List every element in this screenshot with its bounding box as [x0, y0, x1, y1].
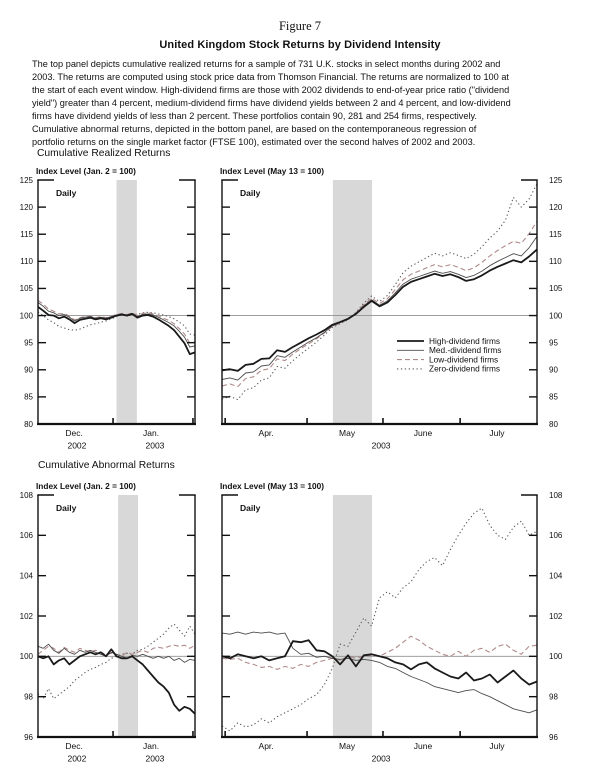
- y-tick-label: 125: [19, 175, 33, 185]
- month-label: Jan.: [143, 741, 160, 751]
- description-line: 2003. The returns are computed using stock price data from Thomson Financial. The returns are normalized to 100 at: [32, 72, 509, 82]
- frequency-label: Daily: [240, 503, 261, 513]
- y-tick-label: 108: [19, 490, 33, 500]
- y-tick-label: 105: [19, 284, 33, 294]
- y-tick-label: 96: [24, 732, 33, 742]
- axis-units-label: Index Level (Jan. 2 = 100): [36, 166, 136, 176]
- y-tick-label: 90: [24, 365, 33, 375]
- year-label: 2002: [67, 440, 87, 451]
- y-tick-label: 108: [549, 490, 563, 500]
- y-tick-label: 95: [24, 338, 33, 348]
- month-label: July: [489, 741, 505, 751]
- legend-label-high: High-dividend firms: [429, 335, 501, 346]
- month-label: July: [489, 428, 505, 438]
- description-line: the start of each event window. High-dividend firms are those with 2002 dividends to end-of-year price ratio ("dividend: [32, 85, 510, 95]
- description-line: The top panel depicts cumulative realized returns for a sample of 731 U.K. stocks in select months during 2002 and: [32, 59, 501, 69]
- month-label: June: [413, 741, 433, 751]
- year-label: 2003: [145, 440, 165, 451]
- y-tick-label: 85: [24, 392, 33, 402]
- y-tick-label: 105: [549, 284, 563, 294]
- legend-label-med: Med.-dividend firms: [429, 345, 502, 356]
- legend-label-low: Low-dividend firms: [429, 354, 499, 365]
- month-label: Dec.: [65, 428, 83, 438]
- frequency-label: Daily: [56, 503, 77, 513]
- axis-units-label: Index Level (Jan. 2 = 100): [36, 481, 136, 491]
- panel-title-realized: Cumulative Realized Returns: [37, 148, 171, 159]
- y-tick-label: 98: [24, 692, 33, 702]
- month-label: Dec.: [65, 741, 83, 751]
- y-tick-label: 115: [549, 230, 562, 240]
- year-label: 2003: [145, 753, 165, 764]
- y-tick-label: 85: [549, 392, 558, 402]
- y-tick-label: 106: [19, 531, 33, 541]
- month-label: June: [413, 428, 433, 438]
- figure-number: Figure 7: [278, 19, 321, 33]
- y-tick-label: 90: [549, 365, 558, 375]
- event-window-band: [118, 495, 138, 737]
- y-tick-label: 95: [549, 338, 558, 348]
- description-line: Cumulative abnormal returns, depicted in the bottom panel, are based on the contemporaneous regression of: [32, 124, 477, 134]
- year-label: 2002: [67, 753, 87, 764]
- figure-title: United Kingdom Stock Returns by Dividend Intensity: [159, 39, 441, 51]
- description-line: firms have dividend yields of less than 2 percent. These portfolios contain 90, 281 and 254 firms, respectively.: [32, 111, 477, 121]
- series-line-high-dividend-firms: [38, 649, 195, 714]
- month-label: Jan.: [143, 428, 160, 438]
- year-label: 2003: [371, 753, 391, 764]
- y-tick-label: 102: [549, 611, 563, 621]
- series-line-med-dividend-firms: [222, 632, 537, 713]
- y-tick-label: 104: [19, 571, 33, 581]
- series-line-zero-dividend-firms: [38, 624, 195, 699]
- y-tick-label: 100: [19, 652, 33, 662]
- y-tick-label: 120: [19, 202, 33, 212]
- y-tick-label: 98: [549, 692, 558, 702]
- y-tick-label: 104: [549, 571, 563, 581]
- y-tick-label: 102: [19, 611, 33, 621]
- y-tick-label: 80: [24, 419, 33, 429]
- series-line-zero-dividend-firms: [222, 508, 537, 731]
- y-tick-label: 100: [19, 311, 33, 321]
- y-tick-label: 106: [549, 531, 563, 541]
- description-line: portfolio returns on the single market factor (FTSE 100), estimated over the second halves of 2002 and 2003.: [32, 137, 476, 147]
- legend-label-zero: Zero-dividend firms: [429, 363, 501, 374]
- year-label: 2003: [371, 440, 391, 451]
- y-tick-label: 96: [549, 732, 558, 742]
- event-window-band: [333, 180, 372, 424]
- month-label: Apr.: [258, 741, 274, 751]
- y-tick-label: 110: [549, 257, 562, 267]
- y-tick-label: 120: [549, 202, 563, 212]
- series-line-low-dividend-firms: [222, 636, 537, 669]
- y-tick-label: 80: [549, 419, 558, 429]
- month-label: Apr.: [258, 428, 274, 438]
- y-tick-label: 110: [20, 257, 33, 267]
- event-window-band: [333, 495, 372, 737]
- frequency-label: Daily: [56, 188, 77, 198]
- y-tick-label: 125: [549, 175, 563, 185]
- axis-units-label: Index Level (May 13 = 100): [220, 481, 324, 491]
- y-tick-label: 100: [549, 311, 563, 321]
- y-tick-label: 115: [20, 230, 33, 240]
- frequency-label: Daily: [240, 188, 261, 198]
- month-label: May: [339, 741, 356, 751]
- month-label: May: [339, 428, 356, 438]
- panel-title-abnormal: Cumulative Abnormal Returns: [38, 460, 175, 471]
- description-line: yield") greater than 4 percent, medium-dividend firms have dividend yields between 2 and 4 percent, and low-dividend: [32, 98, 511, 108]
- y-tick-label: 100: [549, 652, 563, 662]
- event-window-band: [117, 180, 137, 424]
- axis-units-label: Index Level (May 13 = 100): [220, 166, 324, 176]
